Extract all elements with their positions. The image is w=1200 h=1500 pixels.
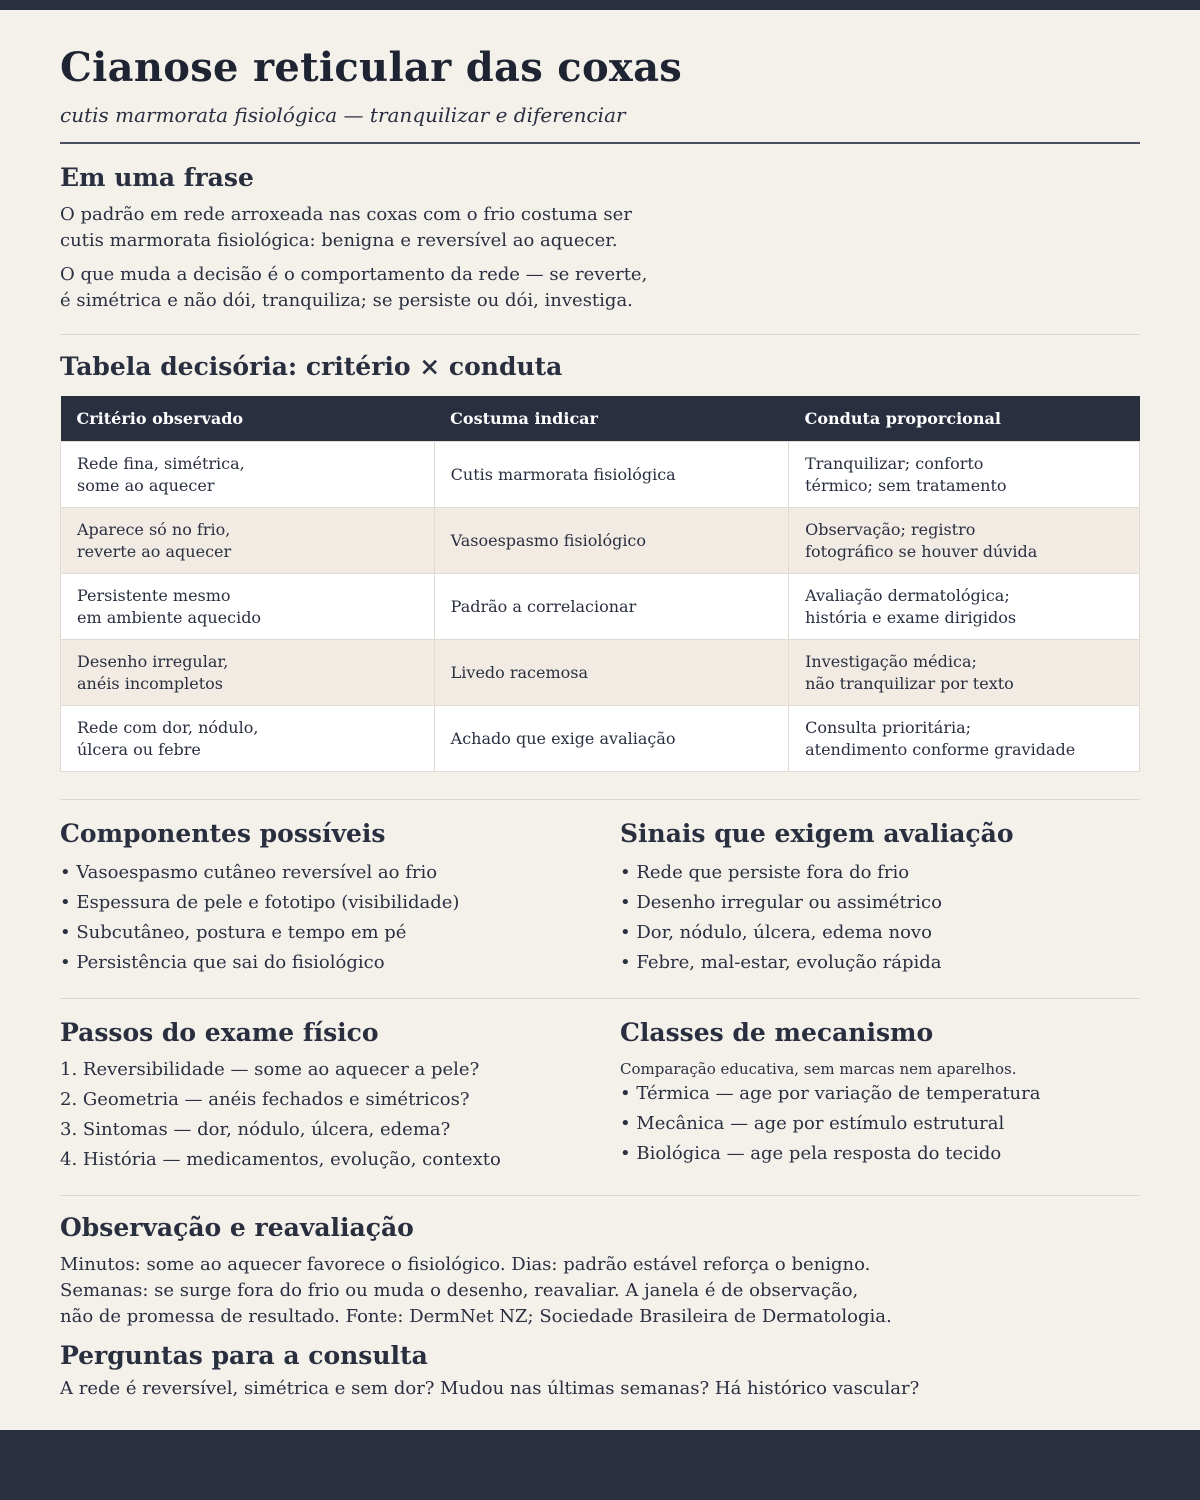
criterion-cell — [61, 574, 435, 640]
mechanisms-list — [620, 1079, 1140, 1169]
mechanisms-note: Comparação educativa, sem marcas nem aparelhos. — [620, 1060, 1017, 1078]
summary-p1-line2: cutis marmorata fisiológica: benigna e reversível ao aquecer. — [60, 230, 618, 251]
section-divider — [60, 799, 1140, 800]
page-title: Cianose reticular das coxas — [60, 44, 683, 91]
criterion-cell — [61, 706, 435, 772]
action-cell — [789, 706, 1140, 772]
components-heading: Componentes possíveis — [60, 819, 386, 848]
summary-heading: Em uma frase — [60, 163, 254, 192]
list-item: • Espessura de pele e fototipo (visibilidade) — [60, 892, 460, 913]
list-item: • Vasoespasmo cutâneo reversível ao frio — [60, 862, 438, 883]
cell-line: térmico; sem tratamento — [805, 475, 1007, 495]
list-item: • Desenho irregular ou assimétrico — [620, 892, 942, 913]
cell-line: Rede fina, simétrica, — [77, 453, 245, 473]
cell-line: Avaliação dermatológica; — [805, 585, 1010, 605]
indicates-cell: Cutis marmorata fisiológica — [434, 442, 788, 508]
list-item: • Biológica — age pela resposta do tecido — [620, 1143, 1002, 1164]
action-cell — [789, 508, 1140, 574]
components-list — [60, 858, 620, 978]
cell-line: em ambiente aquecido — [77, 607, 262, 627]
list-item: • Rede que persiste fora do frio — [620, 862, 910, 883]
table-row — [61, 574, 1140, 640]
cell-line: não tranquilizar por texto — [805, 673, 1014, 693]
list-item: 2. Geometria — anéis fechados e simétricos? — [60, 1089, 470, 1110]
list-item: • Persistência que sai do fisiológico — [60, 952, 385, 973]
indicates-cell: Livedo racemosa — [434, 640, 788, 706]
cell-line: Desenho irregular, — [77, 651, 229, 671]
mechanisms-heading: Classes de mecanismo — [620, 1018, 934, 1047]
list-item: • Térmica — age por variação de temperatura — [620, 1083, 1041, 1104]
table-header-row — [61, 396, 1140, 442]
summary-p2-line1: O que muda a decisão é o comportamento da rede — se reverte, — [60, 264, 648, 285]
column-header: Costuma indicar — [434, 396, 788, 442]
decision-table — [60, 396, 1140, 772]
cell-line: reverte ao aquecer — [77, 541, 232, 561]
cell-line: some ao aquecer — [77, 475, 215, 495]
bottom-footer-bar — [0, 1430, 1200, 1500]
cell-line: Tranquilizar; conforto — [805, 453, 984, 473]
list-item: 3. Sintomas — dor, nódulo, úlcera, edema? — [60, 1119, 451, 1140]
list-item: • Dor, nódulo, úlcera, edema novo — [620, 922, 932, 943]
summary-p2-line2: é simétrica e não dói, tranquiliza; se persiste ou dói, investiga. — [60, 290, 633, 311]
observation-section — [60, 1212, 1140, 1330]
column-header: Critério observado — [61, 396, 435, 442]
cell-line: atendimento conforme gravidade — [805, 739, 1076, 759]
observation-line1: Minutos: some ao aquecer favorece o fisiológico. Dias: padrão estável reforça o benigno. — [60, 1254, 871, 1275]
summary-section — [60, 162, 1140, 314]
decision-table-section — [60, 351, 1140, 772]
questions-heading: Perguntas para a consulta — [60, 1341, 428, 1370]
table-row — [61, 706, 1140, 772]
summary-paragraph-1 — [60, 202, 1140, 254]
cell-line: Consulta prioritária; — [805, 717, 972, 737]
list-item: • Mecânica — age por estímulo estrutural — [620, 1113, 1005, 1134]
questions-text: A rede é reversível, simétrica e sem dor? Mudou nas últimas semanas? Há histórico vascular? — [60, 1378, 920, 1399]
criterion-cell — [61, 442, 435, 508]
cell-line: Aparece só no frio, — [77, 519, 231, 539]
section-divider — [60, 334, 1140, 335]
document-page — [60, 44, 1140, 1402]
mechanisms-section — [620, 1017, 1140, 1175]
list-item: 1. Reversibilidade — some ao aquecer a pele? — [60, 1059, 480, 1080]
components-signs-row — [60, 818, 1140, 978]
action-cell — [789, 640, 1140, 706]
list-item: 4. História — medicamentos, evolução, contexto — [60, 1149, 501, 1170]
indicates-cell: Vasoespasmo fisiológico — [434, 508, 788, 574]
cell-line: Persistente mesmo — [77, 585, 231, 605]
components-section — [60, 818, 620, 978]
column-header: Conduta proporcional — [789, 396, 1140, 442]
cell-line: Observação; registro — [805, 519, 976, 539]
cell-line: Rede com dor, nódulo, — [77, 717, 259, 737]
summary-paragraph-2 — [60, 262, 1140, 314]
observation-heading: Observação e reavaliação — [60, 1213, 414, 1242]
observation-paragraph — [60, 1252, 1140, 1330]
exam-mechanism-row — [60, 1017, 1140, 1175]
cell-line: Investigação médica; — [805, 651, 977, 671]
criterion-cell — [61, 640, 435, 706]
summary-p1-line1: O padrão em rede arroxeada nas coxas com o frio costuma ser — [60, 204, 632, 225]
exam-steps-heading: Passos do exame físico — [60, 1018, 379, 1047]
top-accent-bar — [0, 0, 1200, 10]
observation-line3: não de promessa de resultado. Fonte: DermNet NZ; Sociedade Brasileira de Dermatologia. — [60, 1306, 892, 1327]
action-cell — [789, 442, 1140, 508]
cell-line: fotográfico se houver dúvida — [805, 541, 1038, 561]
decision-table-heading: Tabela decisória: critério × conduta — [60, 352, 563, 381]
cell-line: anéis incompletos — [77, 673, 224, 693]
exam-steps-list — [60, 1055, 620, 1175]
action-cell — [789, 574, 1140, 640]
cell-line: úlcera ou febre — [77, 739, 201, 759]
cell-line: história e exame dirigidos — [805, 607, 1017, 627]
list-item: • Febre, mal-estar, evolução rápida — [620, 952, 942, 973]
warning-signs-list — [620, 858, 1140, 978]
section-divider — [60, 1195, 1140, 1196]
questions-section — [60, 1340, 1140, 1402]
exam-steps-section — [60, 1017, 620, 1175]
title-divider — [60, 142, 1140, 144]
list-item: • Subcutâneo, postura e tempo em pé — [60, 922, 407, 943]
table-row — [61, 640, 1140, 706]
indicates-cell: Achado que exige avaliação — [434, 706, 788, 772]
observation-line2: Semanas: se surge fora do frio ou muda o desenho, reavaliar. A janela é de observação, — [60, 1280, 859, 1301]
table-row — [61, 508, 1140, 574]
warning-signs-heading: Sinais que exigem avaliação — [620, 819, 1014, 848]
section-divider — [60, 998, 1140, 999]
page-subtitle: cutis marmorata fisiológica — tranquilizar e diferenciar — [60, 103, 626, 127]
warning-signs-section — [620, 818, 1140, 978]
criterion-cell — [61, 508, 435, 574]
table-row — [61, 442, 1140, 508]
indicates-cell: Padrão a correlacionar — [434, 574, 788, 640]
